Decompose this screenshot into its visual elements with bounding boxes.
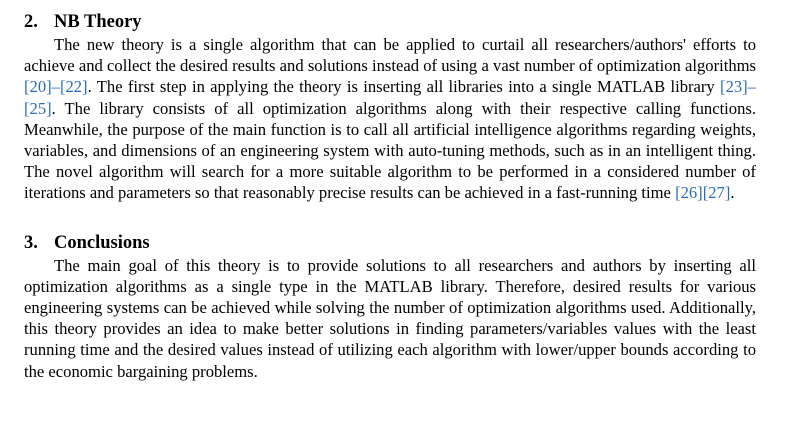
paragraph-text: .: [730, 183, 735, 203]
paragraph-text: The new theory is a single algorithm that can be applied to curtail all researchers/authors' efforts to achieve and collect the desired results and solutions instead of using a vast number of optimization algorithms: [24, 35, 756, 76]
paragraph-text: . The first step in applying the theory is inserting all libraries into a single MATLAB library: [87, 77, 721, 97]
section-title: Conclusions: [54, 232, 150, 253]
section-heading: [24, 231, 756, 255]
citation-link[interactable]: [20]–[22]: [24, 77, 88, 97]
section-title: NB Theory: [54, 12, 142, 32]
section-conclusions: [24, 231, 756, 382]
section-heading: [24, 10, 756, 34]
section-paragraph: [24, 34, 756, 204]
citation-link[interactable]: [23]–[25]: [24, 77, 756, 118]
document-page: [24, 10, 756, 382]
paragraph-text: . The library consists of all optimization algorithms along with their respective calling functions. Meanwhile, the purpose of the main function is to call all artificial intelligence algorithms regarding weights, variables, and dimensions of an engineering system with auto-tuning methods, such as in an intelligent thing. The novel algorithm will search for a more suitable algorithm to be performed in a considered number of iterations and parameters so that reasonably precise results can be achieved in a fast-running time: [24, 98, 756, 203]
paragraph-text: The main goal of this theory is to provide solutions to all researchers and authors by inserting all optimization algorithms as a single type in the MATLAB library. Therefore, desired results for various engineering systems can be achieved while solving the number of optimization algorithms used. Additionally, this theory provides an idea to make better solutions in finding parameters/variables values with the least running time and the desired values instead of utilizing each algorithm with lower/upper bounds according to the economic bargaining problems.: [24, 255, 756, 381]
section-paragraph: [24, 255, 756, 382]
citation-link[interactable]: [26][27]: [675, 183, 731, 203]
section-nb-theory: [24, 10, 756, 204]
section-number: 2.: [24, 12, 38, 32]
section-number: 3.: [24, 232, 38, 253]
